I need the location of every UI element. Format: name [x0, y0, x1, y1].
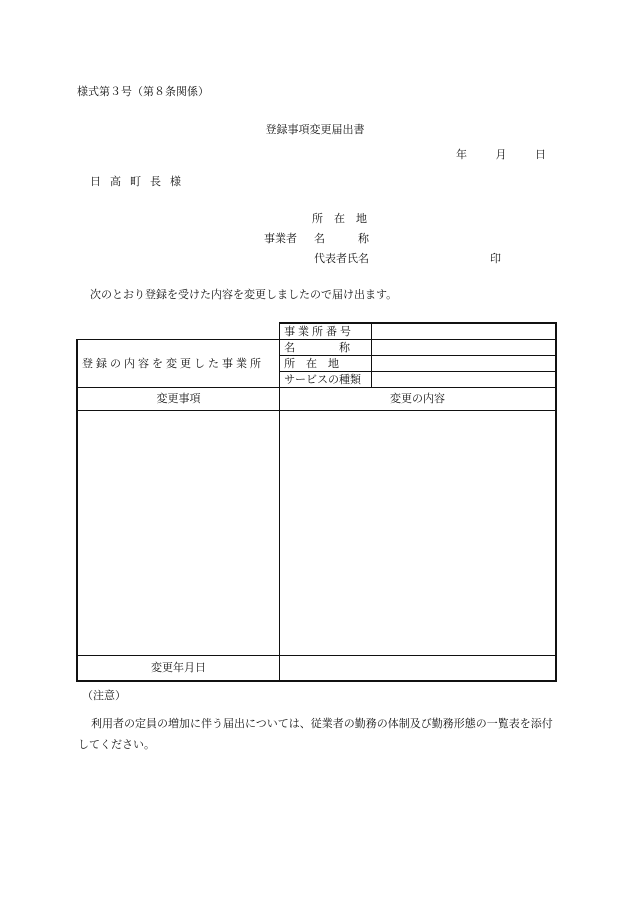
- registration-change-table: [76, 322, 557, 682]
- change-item-header: 変更事項: [77, 388, 280, 411]
- office-name-input[interactable]: [371, 340, 556, 356]
- service-type-input[interactable]: [371, 372, 556, 388]
- date-field: [456, 148, 546, 162]
- seal-label: 印: [490, 252, 501, 265]
- party-label: 事業者: [264, 232, 297, 245]
- office-number-input[interactable]: [371, 323, 556, 340]
- address-label: 所 在 地: [312, 212, 367, 225]
- office-name-label: 名 称: [280, 340, 372, 356]
- name-label: 名 称: [314, 232, 369, 245]
- change-date-input[interactable]: [280, 656, 556, 682]
- notes-body: 利用者の定員の増加に伴う届出については、従業者の勤務の体制及び勤務形態の一覧表を添付してください。: [78, 717, 553, 751]
- date-day-label: 日: [535, 148, 546, 161]
- change-date-label: 変更年月日: [77, 656, 280, 682]
- office-address-input[interactable]: [371, 356, 556, 372]
- notes-heading: （注意）: [82, 689, 126, 702]
- change-item-input[interactable]: [77, 411, 280, 656]
- lead-text: 次のとおり登録を受けた内容を変更しましたので届け出ます。: [90, 288, 398, 301]
- office-address-label: 所 在 地: [280, 356, 372, 372]
- addressee: 日高町長様: [90, 175, 190, 188]
- date-year-label: 年: [456, 148, 467, 161]
- date-month-label: 月: [495, 148, 507, 161]
- document-title: 登録事項変更届出書: [265, 123, 365, 136]
- change-content-header: 変更の内容: [280, 388, 556, 411]
- form-number: 様式第３号（第８条関係）: [77, 85, 209, 98]
- representative-label: 代表者氏名: [314, 252, 369, 265]
- change-content-input[interactable]: [280, 411, 556, 656]
- office-group-label: 登録の内容を変更した事業所: [77, 340, 280, 388]
- service-type-label: サービスの種類: [280, 372, 372, 388]
- office-number-label: 事業所番号: [280, 323, 372, 340]
